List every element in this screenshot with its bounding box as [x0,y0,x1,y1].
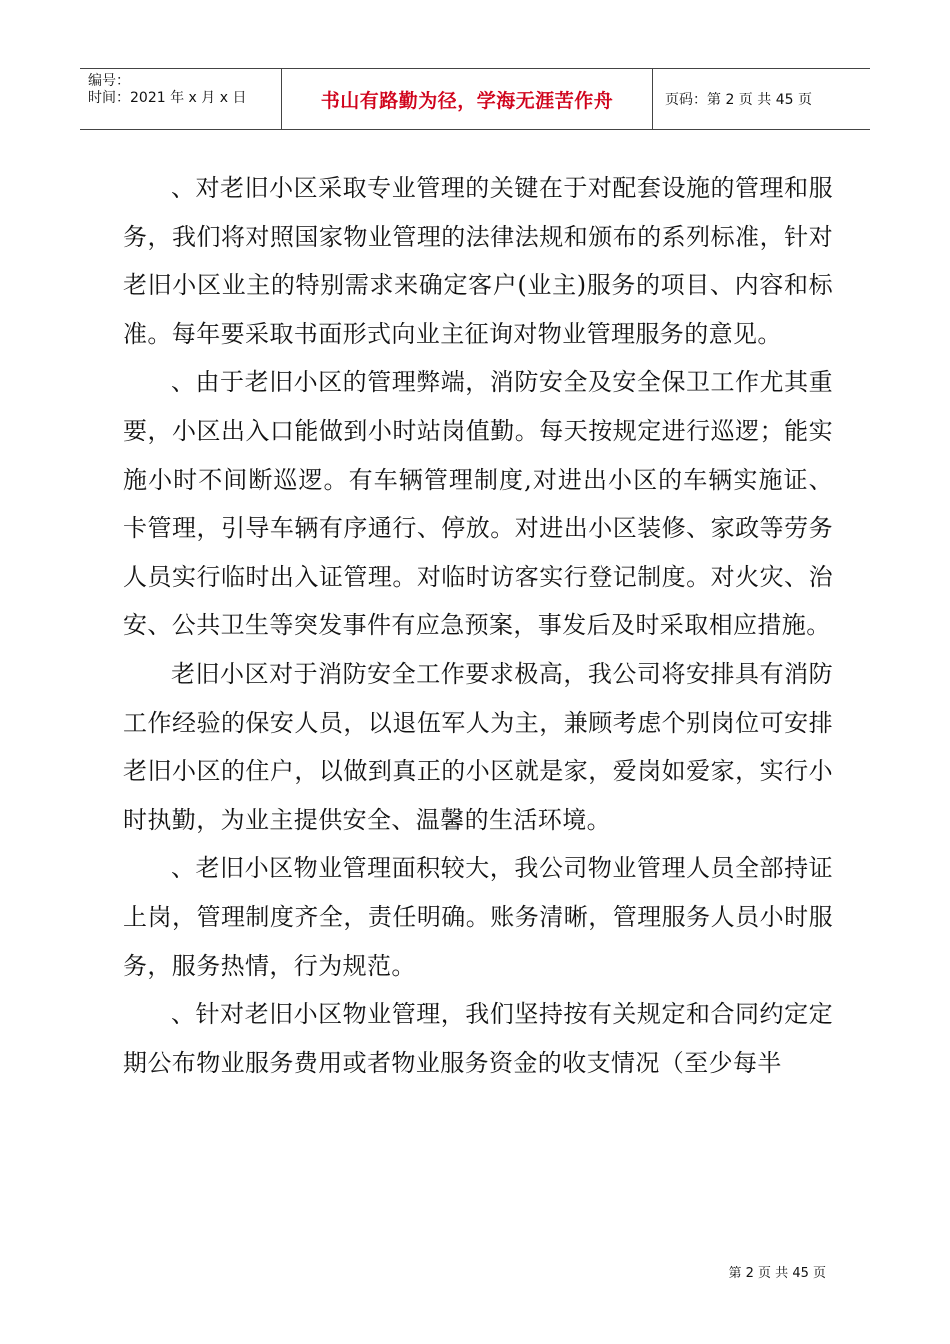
page-header [80,68,870,130]
paragraph-fee-disclosure: 、针对老旧小区物业管理，我们坚持按有关规定和合同约定定期公布物业服务费用或者物业服务资金的收支情况（至少每半 [123,1000,833,1077]
paragraph-facility-management: 、对老旧小区采取专业管理的关键在于对配套设施的管理和服务，我们将对照国家物业管理的法律法规和颁布的系列标准，针对老旧小区业主的特别需求来确定客户(业主)服务的项目、内容和标准。每年要采取书面形式向业主征询对物业管理服务的意见。 [123,174,833,348]
page-footer: 第 2 页 共 45 页 [728,1266,826,1281]
paragraph-management-staff: 、老旧小区物业管理面积较大，我公司物业管理人员全部持证上岗，管理制度齐全，责任明确。账务清晰，管理服务人员小时服务，服务热情，行为规范。 [123,854,833,980]
paragraph-security-staff: 老旧小区对于消防安全工作要求极高，我公司将安排具有消防工作经验的保安人员，以退伍军人为主，兼顾考虑个别岗位可安排老旧小区的住户，以做到真正的小区就是家，爱岗如爱家，实行小时执勤，为业主提供安全、温馨的生活环境。 [123,659,833,834]
header-meta [80,69,282,129]
document-body [123,164,833,1087]
header-motto: 书山有路勤为径，学海无涯苦作舟 [282,69,653,129]
header-page-info: 页码：第 2 页 共 45 页 [665,92,812,108]
date-label: 时间：2021 年 x 月 x 日 [88,90,247,106]
serial-number-label: 编号： [88,73,130,89]
paragraph-security-fire: 、由于老旧小区的管理弊端，消防安全及安全保卫工作尤其重要，小区出入口能做到小时站岗值勤。每天按规定进行巡逻；能实施小时不间断巡逻。有车辆管理制度,对进出小区的车辆实施证、卡管理，引导车辆有序通行、停放。对进出小区装修、家政等劳务人员实行临时出入证管理。对临时访客实行登记制度。对火灾、治安、公共卫生等突发事件有应急预案，事发后及时采取相应措施。 [123,368,833,640]
